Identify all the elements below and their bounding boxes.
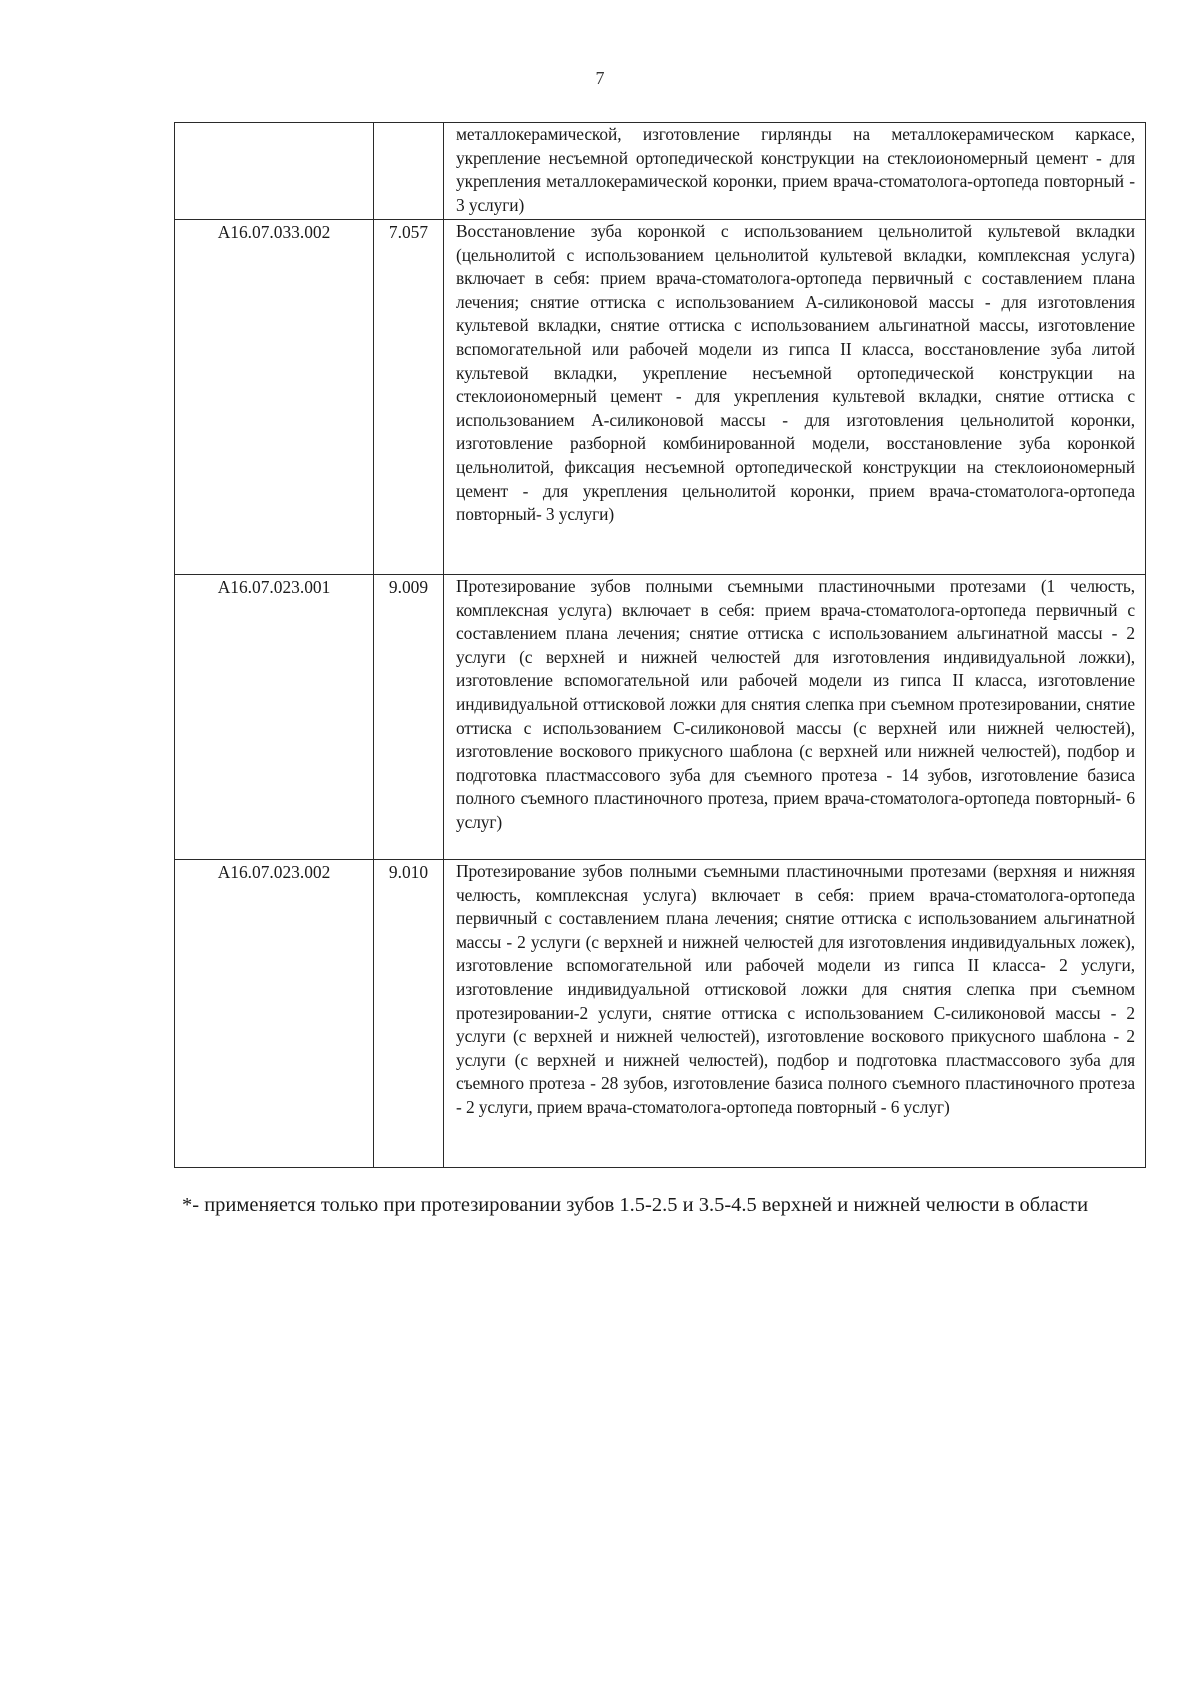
service-description-cell: металлокерамической, изготовление гирлянды на металлокерамическом каркасе, укрепление несъемной ортопедической конструкции на стеклоиономерный цемент - для укрепления металлокерамической коронки, прием врача-стоматолога-ортопеда повторный - 3 услуги) [444,123,1146,220]
service-number-cell: 9.009 [374,575,444,860]
footnote: *- применяется только при протезировании зубов 1.5-2.5 и 3.5-4.5 верхней и нижней челюсти в области [182,1194,1089,1216]
table-row [175,220,1146,575]
service-code-cell [175,123,374,220]
service-description-cell: Восстановление зуба коронкой с использованием цельнолитой культевой вкладки (цельнолитой с использованием цельнолитой культевой вкладки, комплексная услуга) включает в себя: прием врача-стоматолога-ортопеда первичный с составлением плана лечения; снятие оттиска с использованием А-силиконовой массы - для изготовления культевой вкладки, снятие оттиска с использованием альгинатной массы, изготовление вспомогательной или рабочей модели из гипса II класса, восстановление зуба литой культевой вкладки, укрепление несъемной ортопедической конструкции на стеклоиономерный цемент - для укрепления культевой вкладки, снятие оттиска с использованием А-силиконовой массы - для изготовления цельнолитой коронки, изготовление разборной комбинированной модели, восстановление зуба коронкой цельнолитой, фиксация несъемной ортопедической конструкции на стеклоиономерный цемент - для укрепления цельнолитой коронки, прием врача-стоматолога-ортопеда повторный- 3 услуги) [444,220,1146,575]
service-number-cell [374,123,444,220]
service-number-cell: 9.010 [374,860,444,1168]
page-number: 7 [595,68,605,88]
table-row [175,123,1146,220]
services-table [174,122,1146,1168]
service-code-cell: A16.07.033.002 [175,220,374,575]
service-code-cell: A16.07.023.001 [175,575,374,860]
table-row [175,575,1146,860]
table-row [175,860,1146,1168]
service-description-cell: Протезирование зубов полными съемными пластиночными протезами (1 челюсть, комплексная услуга) включает в себя: прием врача-стоматолога-ортопеда первичный с составлением плана лечения; снятие оттиска с использованием альгинатной массы - 2 услуги (с верхней и нижней челюстей для изготовления индивидуальной ложки), изготовление вспомогательной или рабочей модели из гипса II класса, изготовление индивидуальной оттисковой ложки для снятия слепка при съемном протезировании, снятие оттиска с использованием С-силиконовой массы (с верхней или нижней челюстей), изготовление воскового прикусного шаблона (с верхней или нижней челюстей), подбор и подготовка пластмассового зуба для съемного протеза - 14 зубов, изготовление базиса полного съемного пластиночного протеза, прием врача-стоматолога-ортопеда повторный- 6 услуг) [444,575,1146,860]
service-number-cell: 7.057 [374,220,444,575]
service-description-cell: Протезирование зубов полными съемными пластиночными протезами (верхняя и нижняя челюсть, комплексная услуга) включает в себя: прием врача-стоматолога-ортопеда первичный с составлением плана лечения; снятие оттиска с использованием альгинатной массы - 2 услуги (с верхней и нижней челюстей для изготовления индивидуальных ложек), изготовление вспомогательной или рабочей модели из гипса II класса- 2 услуги, изготовление индивидуальной оттисковой ложки для снятия слепка при съемном протезировании-2 услуги, снятие оттиска с использованием С-силиконовой массы - 2 услуги (с верхней и нижней челюстей), изготовление воскового прикусного шаблона - 2 услуги (с верхней и нижней челюстей), подбор и подготовка пластмассового зуба для съемного протеза - 28 зубов, изготовление базиса полного съемного пластиночного протеза - 2 услуги, прием врача-стоматолога-ортопеда повторный - 6 услуг) [444,860,1146,1168]
service-code-cell: A16.07.023.002 [175,860,374,1168]
